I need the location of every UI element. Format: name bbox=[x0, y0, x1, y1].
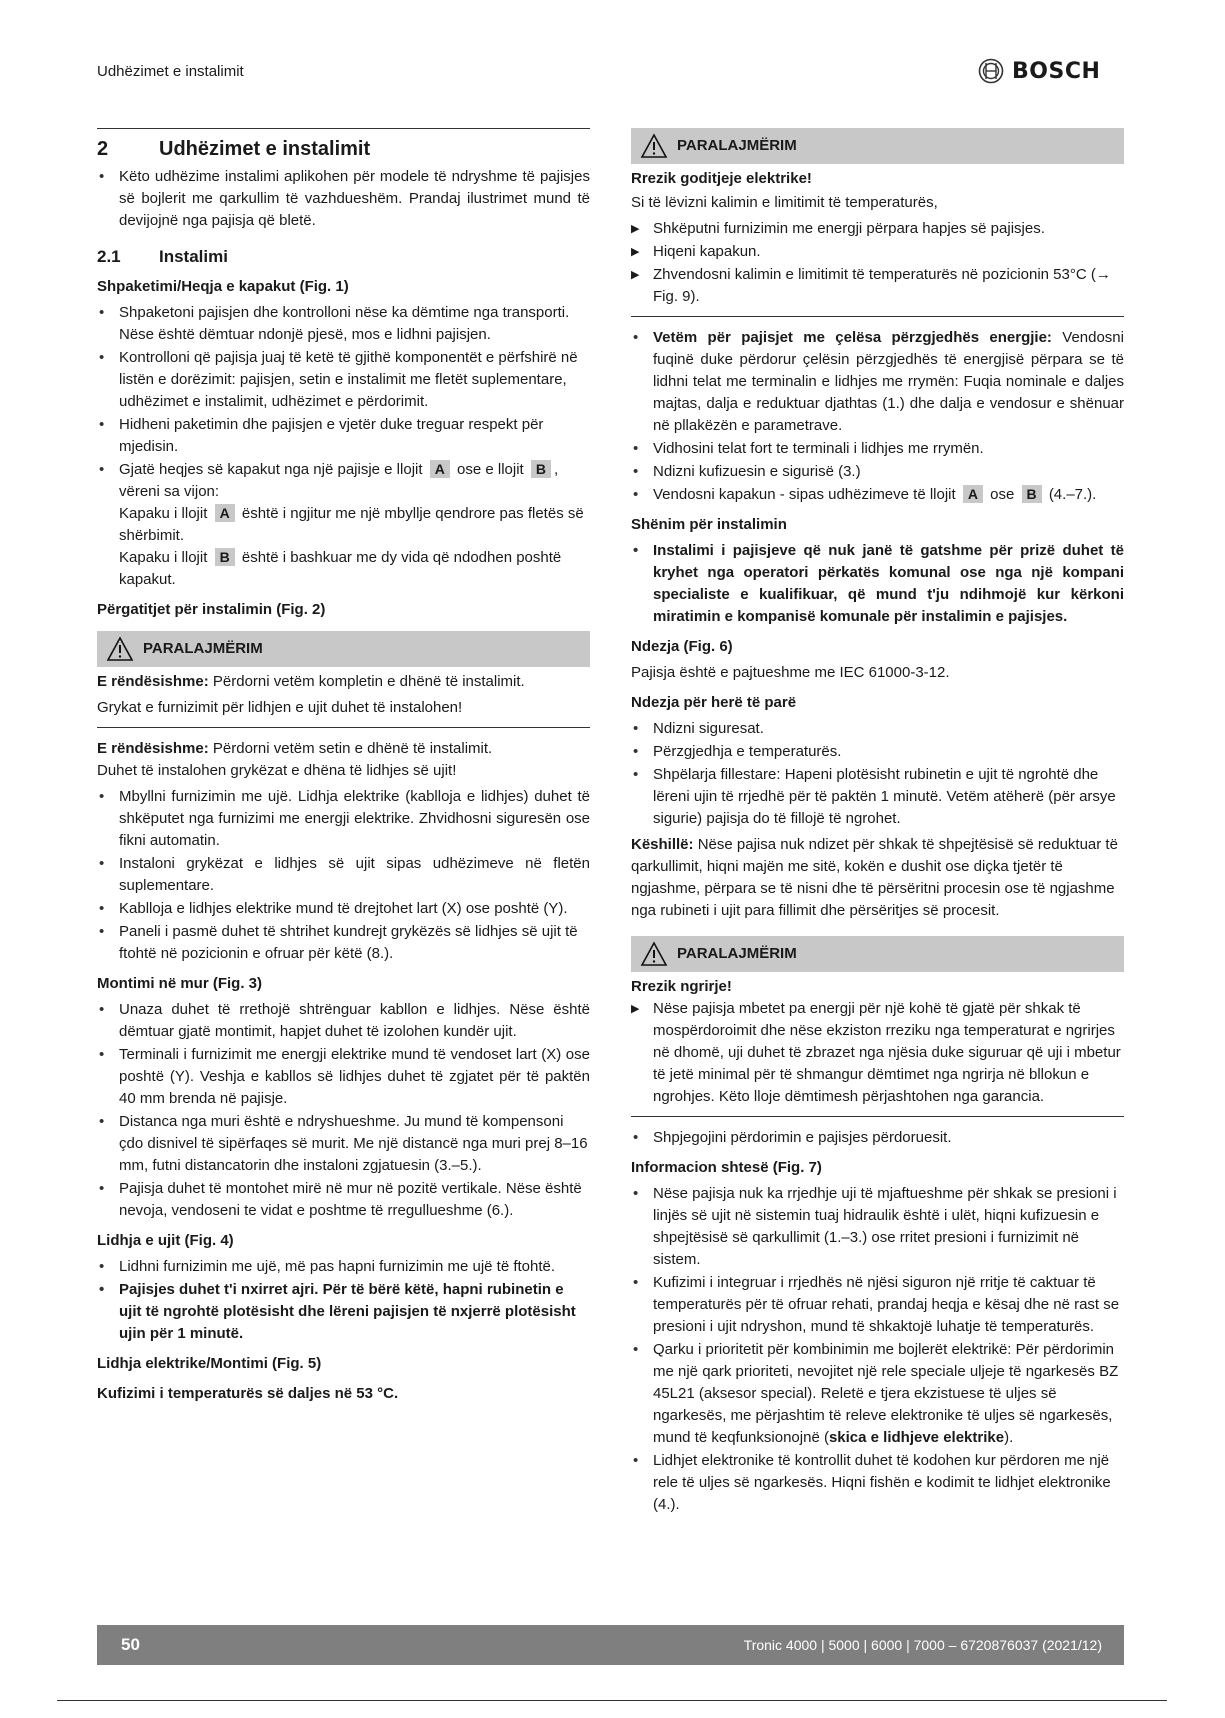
list-item: • Shpëlarja fillestare: Hapeni plotësisht rubinetin e ujit të ngrohtë dhe lëreni ujin të rrjedhë për të paktën 1 minutë. Vetëm atëherë (për arsye sigurie) pajisja do të fillojë të ngrohet. bbox=[631, 764, 1124, 830]
water-list bbox=[97, 1256, 590, 1345]
list-item: • Ndizni kufizuesin e sigurisë (3.) bbox=[631, 461, 1124, 483]
list-item: • Vidhosini telat fort te terminali i lidhjes me rrymën. bbox=[631, 438, 1124, 460]
prep-heading: Përgatitjet për instalimin (Fig. 2) bbox=[97, 601, 326, 618]
list-item: • Vetëm për pajisjet me çelësa përzgjedhës energjie: Vendosni fuqinë duke përdorur çelësin përzgjedhës të energjisë përpara se të lidhni telat me terminalin e lidhjes me rrymën: Fuqia nominale e daljes majtas, dalja e reduktuar djathtas (1.) dhe dalja e vendosur e shënuar në pllakëzën e parametrave. bbox=[631, 327, 1124, 437]
more-info-list bbox=[631, 1183, 1124, 1516]
type-b-badge: B bbox=[1022, 485, 1042, 503]
step-item: ▶ Zhvendosni kalimin e limitimit të temperaturës në pozicionin 53°C (→ Fig. 9). bbox=[631, 264, 1124, 308]
type-a-badge: A bbox=[430, 460, 450, 478]
brand-name: BOSCH bbox=[1012, 58, 1101, 84]
list-item: • Përzgjedhja e temperaturës. bbox=[631, 741, 1124, 763]
cover-item: • Gjatë heqjes së kapakut nga një pajisje e llojit A ose e llojit B , vëreni sa vijon: Kapaku i llojit A është i ngjitur me një mbyllje qendrore pas fletës së shërbimit. Kapaku i llojit B është i bashkuar me dy vida që ndodhen poshtë kapakut. bbox=[97, 459, 590, 591]
right-column bbox=[631, 128, 1124, 1520]
document-id: Tronic 4000 | 5000 | 6000 | 7000 – 6720876037 (2021/12) bbox=[743, 1637, 1102, 1653]
step-item: ▶ Nëse pajisja mbetet pa energji për një kohë të gjatë për shkak të mospërdoroimit dhe nëse ekziston rreziku nga temperaturat e ngrirjes në dhomë, uji duhet të zbrazet nga njësia duke siguruar që uji i mbetur të jetë minimal për të shmangur dëmtimet nga ngrirja në bllokun e ngrohjes. Këto lloje dëmtimesh përjashtohen nga garancia. bbox=[631, 998, 1124, 1108]
list-item: • Unaza duhet të rrethojë shtrënguar kabllon e lidhjes. Nëse është dëmtuar gjatë montimit, hapjet duhet të izolohen kundër ujit. bbox=[97, 999, 590, 1043]
warning-banner: PARALAJMËRIM bbox=[97, 631, 590, 667]
list-item: • Distanca nga muri është e ndryshueshme. Ju mund të kompensoni çdo disnivel të sipërfaqes së murit. Me një distancë nga muri prej 8–16 mm, futni distancatorin dhe instaloni zgjatuesin (3.–5.). bbox=[97, 1111, 590, 1177]
more-info-heading: Informacion shtesë (Fig. 7) bbox=[631, 1159, 822, 1176]
elec-heading: Lidhja elektrike/Montimi (Fig. 5) bbox=[97, 1355, 322, 1372]
left-column: 2 Udhëzimet e instalimit • Këto udhëzime instalimi aplikohen për modele të ndryshme të pajisjes së bojlerit me qarkullim të vazhdueshëm. Prandaj ilustrimet mund të devijojnë nga pajisja që bletë. 2.1 Instalimi Shpaketimi/Heqja e kapakut (Fig. 1) • Shpaketoni pajisjen dhe kontrolloni nëse ka dëmtime nga transporti. Nëse është dëmtuar ndonjë pjesë, mos e lidhni pajisjen. • Kontrolloni që pajisja juaj të ketë të gjithë komponentët e përfshirë në listën e dorëzimit: pajisjen, setin e instalimit me fletët suplementare, udhëzimet e instalimit, udhëzimet e përdorimit. • Hidheni paketimin dhe pajisjen e vjetër duke treguar respekt për mjedisin. • Gjatë heqjes së kapakut nga një pajisje e llojit A ose e llojit B , vëreni sa vijon: Kapaku i llojit A është i ngjitur me një mbyllje qendrore pas fletës së shërbimit. Kapaku i llojit B është i bashkuar me dy vida që ndodhen poshtë kapakut. Përgatitjet për instalimin (Fig. 2) PARALAJMËRIM E rëndësishme: Përdorni vetëm kompletin e dhënë të instalimit. Grykat e furnizimit për lidhjen e ujit duhet të instalohen! E rëndësishme: Përdorni vetëm setin e dhënë të instalimit. Duhet të instalohen grykëzat e dhëna të lidhjes së ujit! • Mbyllni furnizimin me ujë. Lidhja elektrike (kablloja e lidhjes) duhet të shkëputet nga furnizimi me energji elektrike. Zhvidhosni siguresën ose fikni automatin. • Instaloni grykëzat e lidhjes së ujit sipas udhëzimeve në fletën suplementare. • Kablloja e lidhjes elektrike mund të drejtohet lart (X) ose poshtë (Y). • Paneli i pasmë duhet të shtrihet kundrejt grykëzës së lidhjes së ujit të ftohtë në pozicionin e ofruar për këtë (8.). Montimi në mur (Fig. 3) • Unaza duhet të rrethojë shtrënguar kabllon e lidhjes. Nëse është dëmtuar gjatë montimit, hapjet duhet të izolohen kundër ujit. • Terminali i furnizimit me energji elektrike mund të vendoset lart (X) ose poshtë (Y). Veshja e kabllos së lidhjes duhet të zgjatet për të paktën 40 mm brenda në pajisje. • Distanca nga muri është e ndryshueshme. Ju mund të kompensoni çdo disnivel të sipërfaqes së murit. Me një distancë nga muri prej 8–16 mm, futni distancatorin dhe instaloni zgjatuesin (3.–5.). • Pajisja duhet të montohet mirë në mur në pozitë vertikale. Nëse është nevoja, vendoseni te vidat e poshtme të rregullueshme (6.). Lidhja e ujit (Fig. 4) • Lidhni furnizimin me ujë, më pas hapni furnizimin me ujë të ftohtë. • Pajisjes duhet t'i nxirret ajri. Për të bërë këtë, hapni rubinetin e ujit të ngrohtë plotësisht dhe lëreni pajisjen të nxjerrë plotësisht ujin për 1 minutë. Lidhja elektrike/Montimi (Fig. 5) Kufizimi i temperaturës së daljes në 53 °C. bbox=[97, 128, 590, 1409]
warning-banner: PARALAJMËRIM bbox=[631, 128, 1124, 164]
list-item: • Pajisja duhet të montohet mirë në mur në pozitë vertikale. Nëse është nevoja, vendoseni te vidat e poshtme të rregullueshme (6.). bbox=[97, 1178, 590, 1222]
warning-content: E rëndësishme: Përdorni vetëm kompletin e dhënë të instalimit. Grykat e furnizimit për lidhjen e ujit duhet të instalohen! bbox=[97, 671, 590, 728]
install-note-heading: Shënim për instalimin bbox=[631, 516, 787, 533]
intro-item: • Këto udhëzime instalimi aplikohen për modele të ndryshme të pajisjes së bojlerit me qarkullim të vazhdueshëm. Prandaj ilustrimet mund të devijojnë nga pajisja që bletë. bbox=[97, 166, 590, 232]
list-item: • Qarku i prioritetit për kombinimin me bojlerët elektrikë: Për përdorimin me një qark prioriteti, nevojitet një rele speciale uljeje të ngarkesës BZ 45L21 (aksesor special). Reletë e tjera ekzistuese të uljes së ngarkesës, me përjashtim të releve elektronike të uljes së ngarkesës, mund të keqfunksionojnë (skica e lidhjeve elektrike). bbox=[631, 1339, 1124, 1449]
section-heading: 2 Udhëzimet e instalimit bbox=[97, 138, 371, 160]
list-item: • Kontrolloni që pajisja juaj të ketë të gjithë komponentët e përfshirë në listën e dorëzimit: pajisjen, setin e instalimit me fletët suplementare, udhëzimet e instalimit, udhëzimet e përdorimit. bbox=[97, 347, 590, 413]
list-item: • Lidhjet elektronike të kontrollit duhet të kodohen kur përdoren me një rele të uljes së ngarkesës. Hiqni fishën e kodimit te lidhjet elektronike (4.). bbox=[631, 1450, 1124, 1516]
prep-list bbox=[97, 786, 590, 965]
first-ignition-heading: Ndezja për herë të parë bbox=[631, 694, 797, 711]
list-item: • Instaloni grykëzat e lidhjes së ujit sipas udhëzimeve në fletën suplementare. bbox=[97, 853, 590, 897]
water-heading: Lidhja e ujit (Fig. 4) bbox=[97, 1232, 234, 1249]
warning-content: Rrezik ngrirje! ▶ Nëse pajisja mbetet pa energji për një kohë të gjatë për shkak të mospërdoroimit dhe nëse ekziston rreziku nga temperaturat e ngrirjes në dhomë, uji duhet të zbrazet nga njësia duke siguruar që uji i mbetur të jetë minimal për të shmangur dëmtimet nga ngrirja në bllokun e ngrohjes. Këto lloje dëmtimesh përjashtohen nga garancia. bbox=[631, 976, 1124, 1117]
cover-item: • Vendosni kapakun - sipas udhëzimeve të llojit A ose B (4.–7.). bbox=[631, 484, 1124, 506]
list-item: • Paneli i pasmë duhet të shtrihet kundrejt grykëzës së lidhjes së ujit të ftohtë në pozicionin e ofruar për këtë (8.). bbox=[97, 921, 590, 965]
ignition-heading: Ndezja (Fig. 6) bbox=[631, 638, 733, 655]
type-a-badge: A bbox=[215, 504, 235, 522]
type-b-badge: B bbox=[531, 460, 551, 478]
bottom-rule bbox=[57, 1700, 1167, 1701]
warning-triangle-icon bbox=[631, 941, 677, 967]
wall-list bbox=[97, 999, 590, 1222]
unpack-list bbox=[97, 302, 590, 591]
warning-triangle-icon bbox=[631, 133, 677, 159]
temp-heading: Kufizimi i temperaturës së daljes në 53 °C. bbox=[97, 1385, 399, 1402]
list-item: • Shpjegojini përdorimin e pajisjes përdoruesit. bbox=[631, 1127, 1124, 1149]
step-item: ▶ Shkëputni furnizimin me energji përpara hapjes së pajisjes. bbox=[631, 218, 1124, 240]
list-item: • Kablloja e lidhjes elektrike mund të drejtohet lart (X) ose poshtë (Y). bbox=[97, 898, 590, 920]
note-label: E rëndësishme: bbox=[97, 740, 209, 757]
brand-logo bbox=[978, 58, 1100, 84]
list-item: • Hidheni paketimin dhe pajisjen e vjetër duke treguar respekt për mjedisin. bbox=[97, 414, 590, 458]
list-item: • Terminali i furnizimit me energji elektrike mund të vendoset lart (X) ose poshtë (Y). Veshja e kabllos së lidhjes duhet të zgjatet për të paktën 40 mm brenda në pajisje. bbox=[97, 1044, 590, 1110]
electric-list bbox=[631, 327, 1124, 506]
page-number: 50 bbox=[121, 1635, 140, 1654]
header-title: Udhëzimet e instalimit bbox=[97, 63, 244, 80]
subsection-heading: 2.1 Instalimi bbox=[97, 247, 228, 266]
list-item: • Pajisjes duhet t'i nxirret ajri. Për të bërë këtë, hapni rubinetin e ujit të ngrohtë plotësisht dhe lëreni pajisjen të nxjerrë plotësisht ujin për 1 minutë. bbox=[97, 1279, 590, 1345]
list-item: • Kufizimi i integruar i rrjedhës në njësi siguron një rritje të caktuar të temperaturës për të ofruar rehati, prandaj heqja e kësaj dhe në rast se presioni i ujit ndryshon, mund të shkaktojë luhatje të temperaturës. bbox=[631, 1272, 1124, 1338]
install-note: • Instalimi i pajisjeve që nuk janë të gatshme për prizë duhet të kryhet nga operatori përkatës komunal ose nga një kompani specialiste e kualifikuar, që mund t'ju ndihmojë kur kërkoni miratimin e kompanisë komunale për instalimin e pajisjes. bbox=[631, 540, 1124, 628]
type-a-badge: A bbox=[963, 485, 983, 503]
wall-heading: Montimi në mur (Fig. 3) bbox=[97, 975, 262, 992]
tip-paragraph: Këshillë: Nëse pajisa nuk ndizet për shkak të shpejtësisë së reduktuar të qarkullimit, hiqni majën me sitë, kokën e dushit ose diçka tjetër të ngjashme, përpara se të nisni dhe të përsëritni procesin ose të ngjashme nga rubineti i ujit para fillimit dhe përsëritjes së procesit. bbox=[631, 836, 1118, 919]
list-item: • Shpaketoni pajisjen dhe kontrolloni nëse ka dëmtime nga transporti. Nëse është dëmtuar ndonjë pjesë, mos e lidhni pajisjen. bbox=[97, 302, 590, 346]
list-item: • Lidhni furnizimin me ujë, më pas hapni furnizimin me ujë të ftohtë. bbox=[97, 1256, 590, 1278]
page-footer bbox=[97, 1625, 1124, 1665]
list-item: • Nëse pajisja nuk ka rrjedhje uji të mjaftueshme për shkak se presioni i linjës së ujit në sistemin tuaj hidraulik është i ulët, hiqni kufizuesin e shpejtësisë së qarkullimit (1.–3.) ose rritet presioni i furnizimit në sistem. bbox=[631, 1183, 1124, 1271]
ignition-text: Pajisja është e pajtueshme me IEC 61000-3-12. bbox=[631, 664, 950, 681]
step-item: ▶ Hiqeni kapakun. bbox=[631, 241, 1124, 263]
unpack-heading: Shpaketimi/Heqja e kapakut (Fig. 1) bbox=[97, 278, 349, 295]
list-item: • Mbyllni furnizimin me ujë. Lidhja elektrike (kablloja e lidhjes) duhet të shkëputet nga furnizimi me energji elektrike. Zhvidhosni siguresën ose fikni automatin. bbox=[97, 786, 590, 852]
warning-content: Rrezik goditjeje elektrike! Si të lëvizni kalimin e limitimit të temperaturës, ▶ Shkëputni furnizimin me energji përpara hapjes së pajisjes. ▶ Hiqeni kapakun. ▶ Zhvendosni kalimin e limitimit të temperaturës në pozicionin 53°C (→ Fig. 9). bbox=[631, 168, 1124, 317]
warning-triangle-icon bbox=[97, 636, 143, 662]
first-ignition-list bbox=[631, 718, 1124, 830]
bosch-armature-icon bbox=[978, 58, 1004, 84]
warning-banner: PARALAJMËRIM bbox=[631, 936, 1124, 972]
type-b-badge: B bbox=[215, 548, 235, 566]
list-item: • Ndizni siguresat. bbox=[631, 718, 1124, 740]
